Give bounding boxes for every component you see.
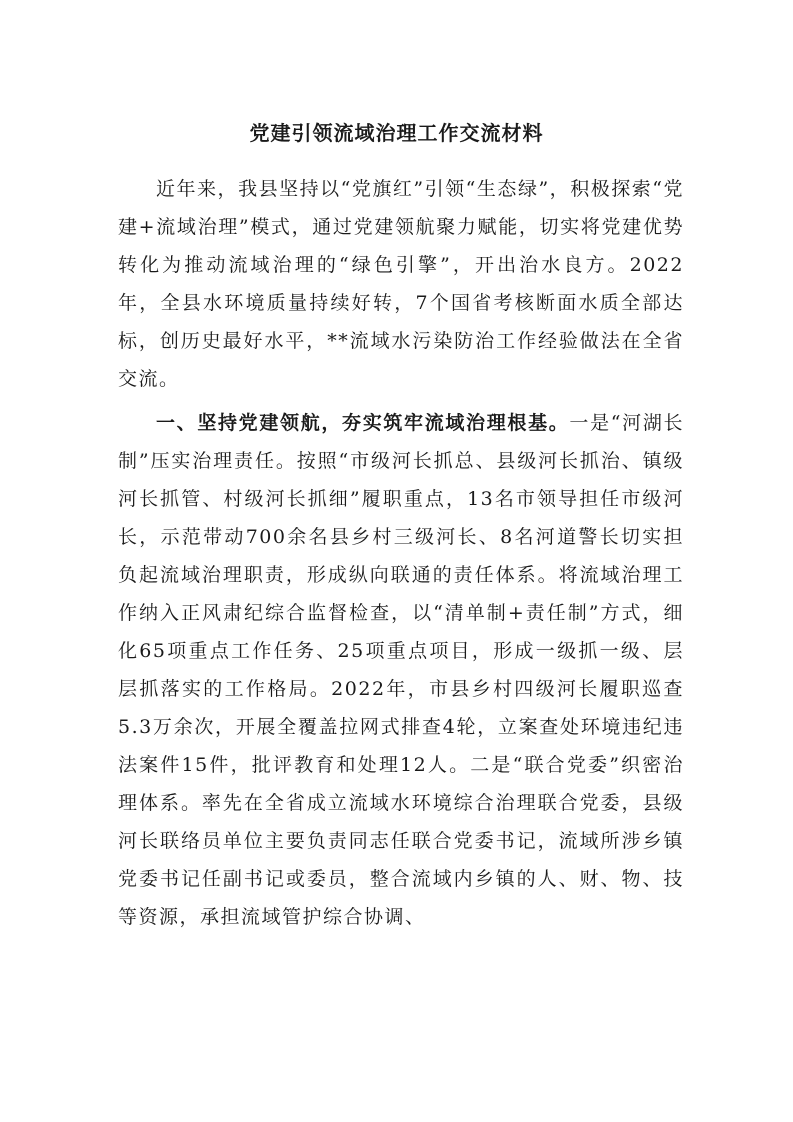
section-heading: 一、坚持党建领航，夯实筑牢流域治理根基。 [156,412,570,434]
paragraph-text: 近年来，我县坚持以“党旗红”引领“生态绿”，积极探索“党建+流域治理”模式，通过党建领航聚力赋能，切实将党建优势转化为推动流域治理的“绿色引擎”，开出治水良方。2022年，全县水环境质量持续好转，7个国省考核断面水质全部达标，创历史最好水平，**流域水污染防治工作经验做法在全省交流。 [118,178,684,390]
paragraph-text: 一是“河湖长制”压实治理责任。按照“市级河长抓总、县级河长抓治、镇级河长抓管、村级河长抓细”履职重点，13名市领导担任市级河长，示范带动700余名县乡村三级河长、8名河道警长切实担负起流域治理职责，形成纵向联通的责任体系。将流域治理工作纳入正风肃纪综合监督检查，以“清单制+责任制”方式，细化65项重点工作任务、25项重点项目，形成一级抓一级、层层抓落实的工作格局。2022年，市县乡村四级河长履职巡查5.3万余次，开展全覆盖拉网式排查4轮，立案查处环境违纪违法案件15件，批评教育和处理12人。二是“联合党委”织密治理体系。率先在全省成立流域水环境综合治理联合党委，县级河长联络员单位主要负责同志任联合党委书记，流域所涉乡镇党委书记任副书记或委员，整合流域内乡镇的人、财、物、技等资源，承担流域管护综合协调、 [118,412,684,928]
paragraph-section-one [118,404,684,936]
document-body [118,170,684,942]
paragraph-intro [118,170,684,398]
document-title: 党建引领流域治理工作交流材料 [249,121,544,145]
